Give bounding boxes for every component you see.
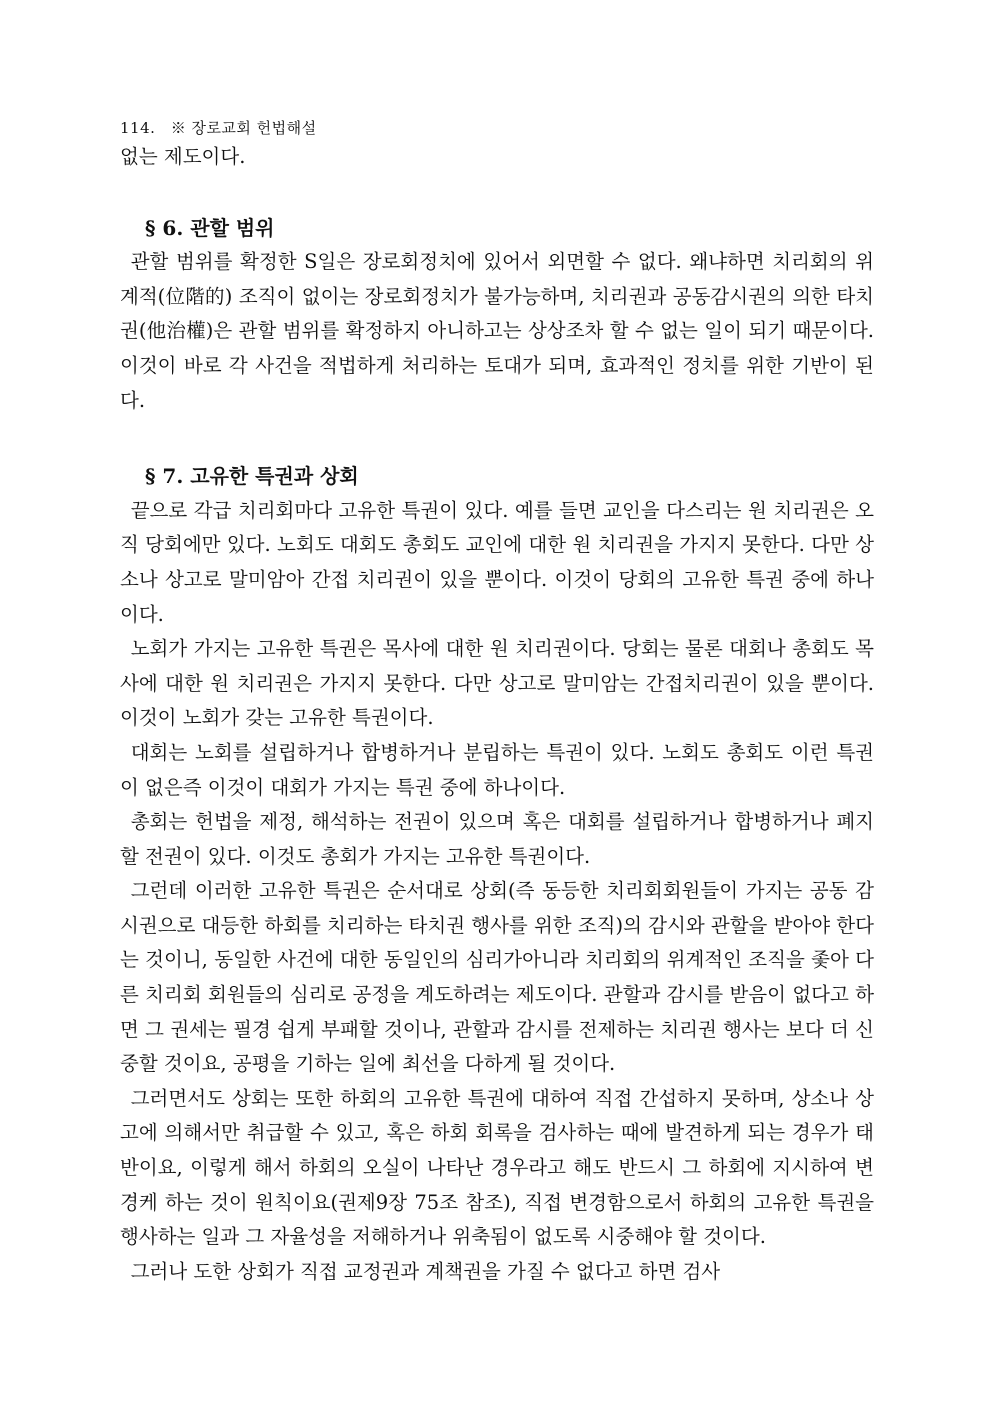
section-7-paragraph: 노회가 가지는 고유한 특권은 목사에 대한 원 치리권이다. 당회는 물론 대회나 총회도 목사에 대한 원 치리권은 가지지 못한다. 다만 상고로 말미암는 간접치리권이 있을 뿐이다. 이것이 노회가 갖는 고유한 특권이다.	[120, 637, 874, 730]
section-7-paragraph: 대회는 노회를 설립하거나 합병하거나 분립하는 특권이 있다. 노회도 총회도 이런 특권이 없은즉 이것이 대회가 가지는 특권 중에 하나이다.	[120, 740, 874, 799]
section-7-paragraph: 그런데 이러한 고유한 특권은 순서대로 상회(즉 동등한 치리회회원들이 가지는 공동 감시권으로 대등한 하회를 치리하는 타치권 행사를 위한 조직)의 감시와 관할을 받아야 한다는 것이니, 동일한 사건에 대한 동일인의 심리가아니라 치리회의 위계적인 조직을 좇아 다른 치리회 회원들의 심리로 공정을 계도하려는 제도이다. 관할과 감시를 받음이 없다고 하면 그 권세는 필경 쉽게 부패할 것이나, 관할과 감시를 전제하는 치리권 행사는 보다 더 신중할 것이요, 공평을 기하는 일에 최선을 다하게 될 것이다.	[120, 879, 874, 1076]
carryover-text: 없는 제도이다.	[120, 145, 246, 168]
running-title: ※ 장로교회 헌법해설	[170, 119, 317, 137]
page-content	[120, 140, 874, 1289]
section-gap	[120, 175, 874, 211]
section-gap	[120, 418, 874, 459]
section-7-paragraph: 끝으로 각급 치리회마다 고유한 특권이 있다. 예를 들면 교인을 다스리는 원 치리권은 오직 당회에만 있다. 노회도 대회도 총회도 교인에 대한 원 치리권을 가지지 못한다. 다만 상소나 상고로 말미암아 간접 치리권이 있을 뿐이다. 이것이 당회의 고유한 특권 중에 하나이다.	[120, 498, 874, 626]
section-6-heading: § 6. 관할 범위	[145, 215, 275, 240]
section-7-paragraph: 그러나 도한 상회가 직접 교정권과 계책권을 가질 수 없다고 하면 검사	[130, 1259, 721, 1283]
section-7-paragraph: 그러면서도 상회는 또한 하회의 고유한 특권에 대하여 직접 간섭하지 못하며, 상소나 상고에 의해서만 취급할 수 있고, 혹은 하회 회록을 검사하는 때에 발견하게 되는 경우가 태반이요, 이렇게 해서 하회의 오실이 나타난 경우라고 해도 반드시 그 하회에 지시하여 변경케 하는 것이 원칙이요(권제9장 75조 참조), 직접 변경함으로서 하회의 고유한 특권을 행사하는 일과 그 자율성을 저해하거나 위축됨이 없도록 시중해야 할 것이다.	[120, 1086, 874, 1249]
section-7-paragraph: 총회는 헌법을 제정, 해석하는 전권이 있으며 혹은 대회를 설립하거나 합병하거나 폐지할 전권이 있다. 이것도 총회가 가지는 고유한 특권이다.	[120, 810, 874, 868]
section-7-heading: § 7. 고유한 특권과 상회	[145, 464, 359, 489]
running-header	[120, 118, 317, 138]
page-number: 114.	[120, 119, 156, 137]
section-6-paragraph: 관할 범위를 확정한 S일은 장로회정치에 있어서 외면할 수 없다. 왜냐하면 치리회의 위계적(位階的) 조직이 없이는 장로회정치가 불가능하며, 치리권과 공동감시권의 의한 타치권(他治權)은 관할 범위를 확정하지 아니하고는 상상조차 할 수 없는 일이 되기 때문이다. 이것이 바로 각 사건을 적법하게 처리하는 토대가 되며, 효과적인 정치를 위한 기반이 된다.	[120, 250, 874, 412]
